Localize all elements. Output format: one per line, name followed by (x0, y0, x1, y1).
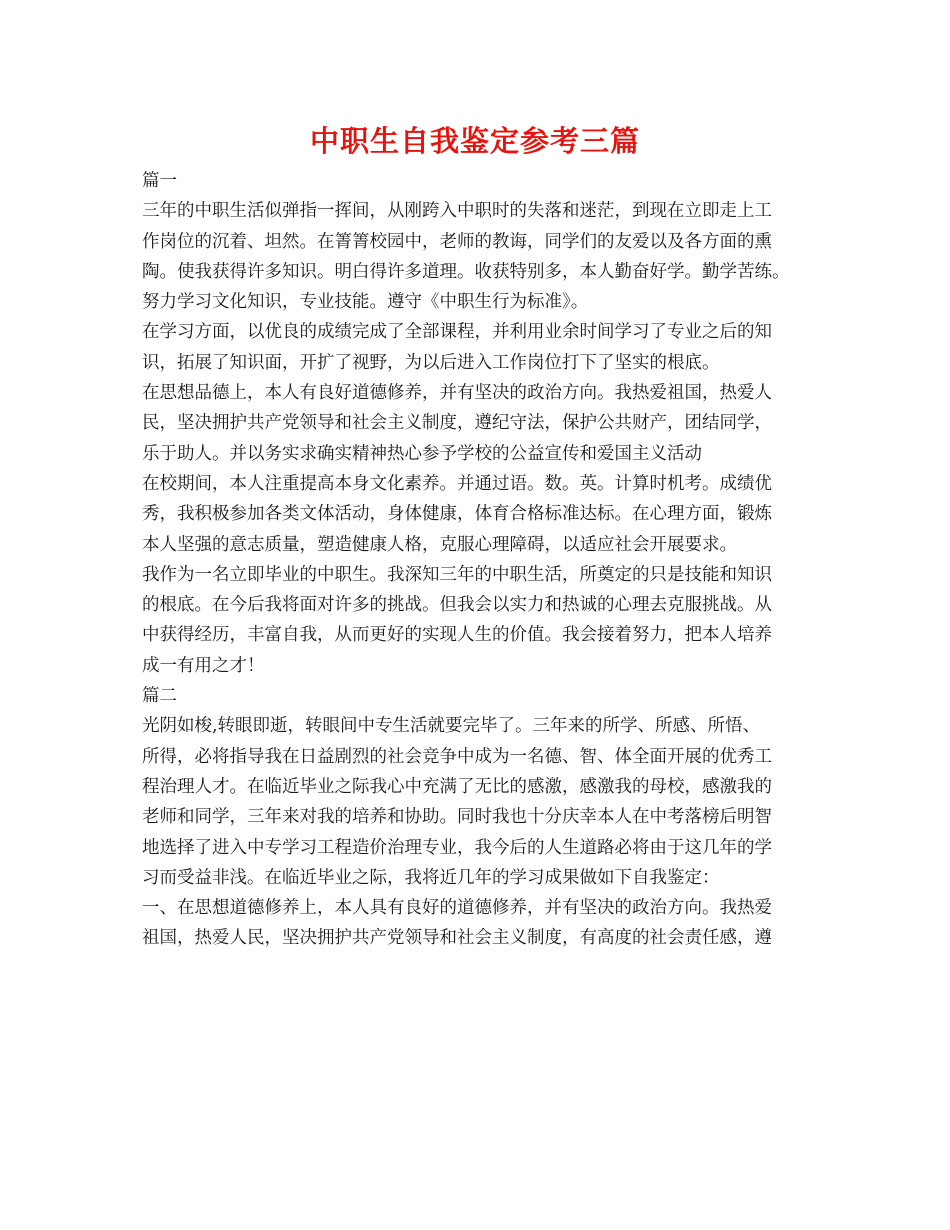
text-line: 作岗位的沉着、坦然。在箐箐校园中，老师的教诲，同学们的友爱以及各方面的熏 (142, 231, 772, 252)
text-line: 陶。使我获得许多知识。明白得许多道理。收获特别多，本人勤奋好学。勤学苦练。 (142, 261, 790, 282)
text-line: 秀，我积极参加各类文体活动，身体健康，体育合格标准达标。在心理方面，锻炼 (142, 504, 772, 525)
text-line: 一、在思想道德修养上，本人具有良好的道德修养，并有坚决的政治方向。我热爱 (142, 898, 772, 919)
text-line: 篇一 (142, 171, 177, 191)
text-line: 成一有用之才！ (142, 655, 265, 676)
text-line: 的根底。在今后我将面对许多的挑战。但我会以实力和热诚的心理去克服挑战。从 (142, 595, 772, 616)
text-line: 在思想品德上，本人有良好道德修养，并有坚决的政治方向。我热爱祖国，热爱人 (142, 383, 772, 404)
text-line: 识，拓展了知识面，开扩了视野，为以后进入工作岗位打下了坚实的根底。 (142, 352, 720, 373)
text-line: 本人坚强的意志质量，塑造健康人格，克服心理障碍，以适应社会开展要求。 (142, 534, 737, 555)
text-line: 民，坚决拥护共产党领导和社会主义制度，遵纪守法，保护公共财产，团结同学， (142, 413, 772, 434)
text-line: 中获得经历，丰富自我，从而更好的实现人生的价值。我会接着努力，把本人培养 (142, 625, 772, 646)
text-line: 光阴如梭,转眼即逝，转眼间中专生活就要完毕了。三年来的所学、所感、所悟、 (142, 716, 761, 737)
document-title: 中职生自我鉴定参考三篇 (309, 124, 640, 158)
text-line: 程治理人才。在临近毕业之际我心中充满了无比的感激，感激我的母校，感激我的 (142, 776, 772, 797)
text-line: 在校期间，本人注重提高本身文化素养。并通过语。数。英。计算时机考。成绩优 (142, 473, 772, 494)
text-line: 习而受益非浅。在临近毕业之际，我将近几年的学习成果做如下自我鉴定： (142, 867, 720, 888)
text-line: 篇二 (142, 686, 177, 707)
text-line: 所得，必将指导我在日益剧烈的社会竞争中成为一名德、智、体全面开展的优秀工 (142, 746, 772, 767)
text-line: 老师和同学，三年来对我的培养和协助。同时我也十分庆幸本人在中考落榜后明智 (142, 807, 772, 828)
text-line: 我作为一名立即毕业的中职生。我深知三年的中职生活，所奠定的只是技能和知识 (142, 564, 772, 585)
text-line: 在学习方面，以优良的成绩完成了全部课程，并利用业余时间学习了专业之后的知 (142, 322, 772, 343)
text-line: 乐于助人。并以务实求确实精神热心参予学校的公益宣传和爱国主义活动 (142, 443, 702, 464)
text-line: 努力学习文化知识，专业技能。遵守《中职生行为标准》。 (142, 292, 589, 313)
text-line: 三年的中职生活似弹指一挥间，从刚跨入中职时的失落和迷茫，到现在立即走上工 (142, 201, 772, 222)
document-body (142, 166, 822, 954)
text-line: 地选择了进入中专学习工程造价治理专业，我今后的人生道路必将由于这几年的学 (142, 837, 772, 858)
text-line: 祖国，热爱人民，坚决拥护共产党领导和社会主义制度，有高度的社会责任感，遵 (142, 928, 772, 949)
